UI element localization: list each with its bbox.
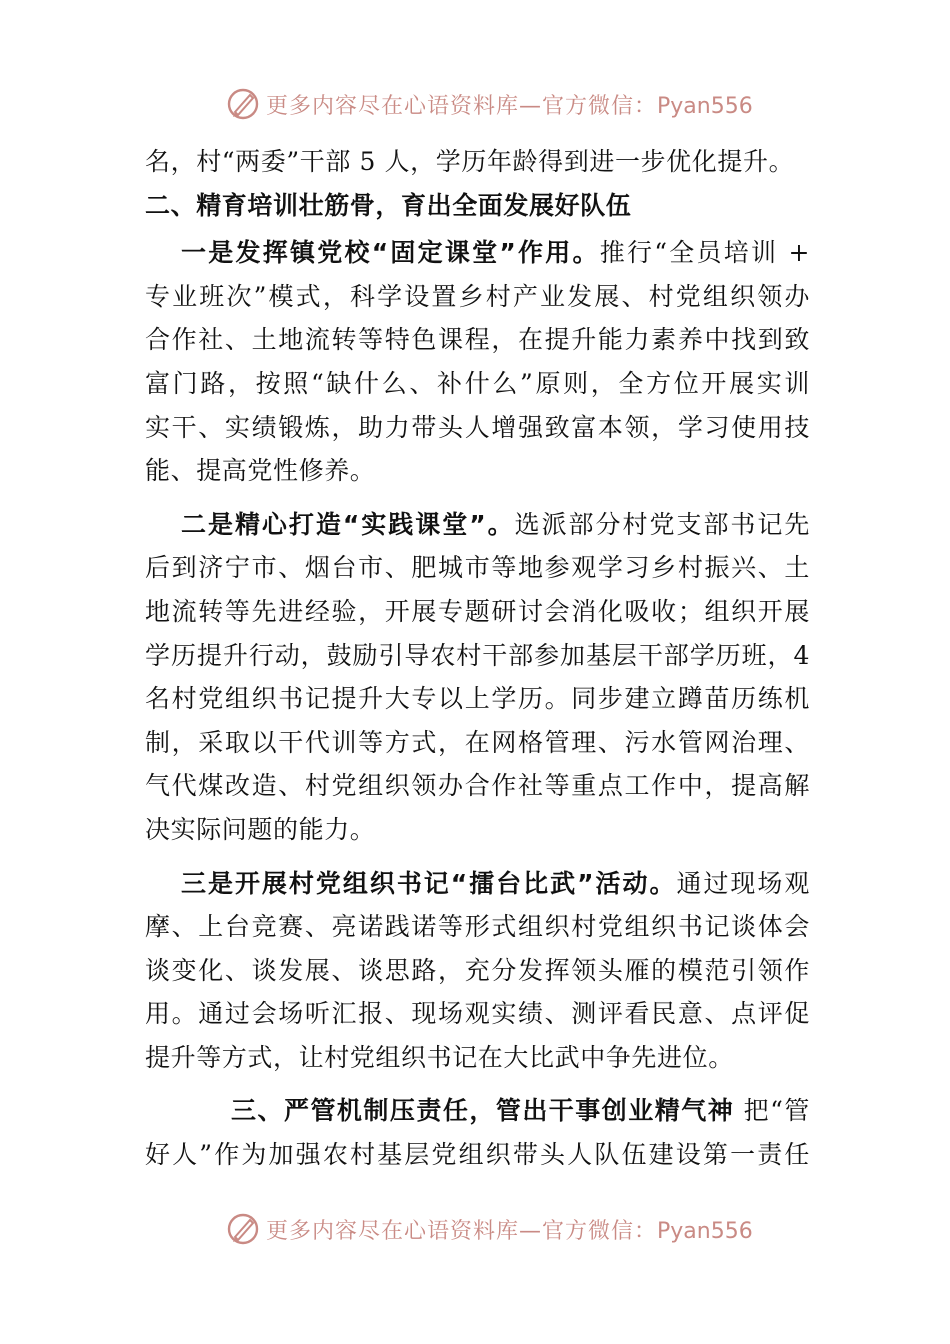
text-line: 用。通过会场听汇报、现场观实绩、测评看民意、点评促 [145, 999, 810, 1029]
watermark-text: 更多内容尽在心语资料库—官方微信：Pyan556 [266, 93, 753, 119]
section-heading-3-line: 三、严管机制压责任，管出干事创业精气神 把“管 [231, 1096, 810, 1126]
pen-logo-icon [226, 1212, 260, 1246]
text-line: 摩、上台竞赛、亮诺践诺等形式组织村党组织书记谈体会 [145, 912, 810, 942]
document-body [145, 140, 810, 1177]
text-line: 富门路，按照“缺什么、补什么”原则，全方位开展实训 [145, 368, 810, 398]
text-line: 名村党组织书记提升大专以上学历。同步建立蹲苗历练机 [145, 684, 810, 714]
text-line: 制，采取以干代训等方式，在网格管理、污水管网治理、 [145, 727, 810, 757]
text-line: 决实际问题的能力。 [145, 814, 376, 844]
text-line: 专业班次”模式，科学设置乡村产业发展、村党组织领办 [145, 281, 810, 311]
watermark-top [226, 84, 753, 124]
text-line: 提升等方式，让村党组织书记在大比武中争先进位。 [145, 1042, 734, 1072]
text-line: 后到济宁市、烟台市、肥城市等地参观学习乡村振兴、土 [145, 553, 810, 583]
paragraph-1-line-1: 一是发挥镇党校“固定课堂”作用。推行“全员培训 + [181, 238, 810, 268]
text-line: 地流转等先进经验，开展专题研讨会消化吸收；组织开展 [145, 596, 810, 626]
paragraph-3-line-1: 三是开展村党组织书记“擂台比武”活动。通过现场观 [181, 868, 810, 898]
text-line: 合作社、土地流转等特色课程，在提升能力素养中找到致 [145, 325, 810, 355]
text-line: 好人”作为加强农村基层党组织带头人队伍建设第一责任 [145, 1140, 810, 1170]
text-line: 能、提高党性修养。 [145, 456, 376, 486]
watermark-bottom [226, 1209, 753, 1249]
section-heading-2: 二、精育培训壮筋骨，育出全面发展好队伍 [145, 190, 632, 220]
text-line: 谈变化、谈发展、谈思路，充分发挥领头雁的模范引领作 [145, 955, 810, 985]
text-line: 学历提升行动，鼓励引导农村干部参加基层干部学历班，4 [145, 640, 810, 670]
text-line: 气代煤改造、村党组织领办合作社等重点工作中，提高解 [145, 771, 810, 801]
watermark-text: 更多内容尽在心语资料库—官方微信：Pyan556 [266, 1218, 753, 1244]
pen-logo-icon [226, 87, 260, 121]
text-line: 实干、实绩锻炼，助力带头人增强致富本领，学习使用技 [145, 412, 810, 442]
paragraph-2-line-1: 二是精心打造“实践课堂”。选派部分村党支部书记先 [181, 509, 810, 539]
text-line: 名，村“两委”干部 5 人，学历年龄得到进一步优化提升。 [145, 147, 795, 176]
